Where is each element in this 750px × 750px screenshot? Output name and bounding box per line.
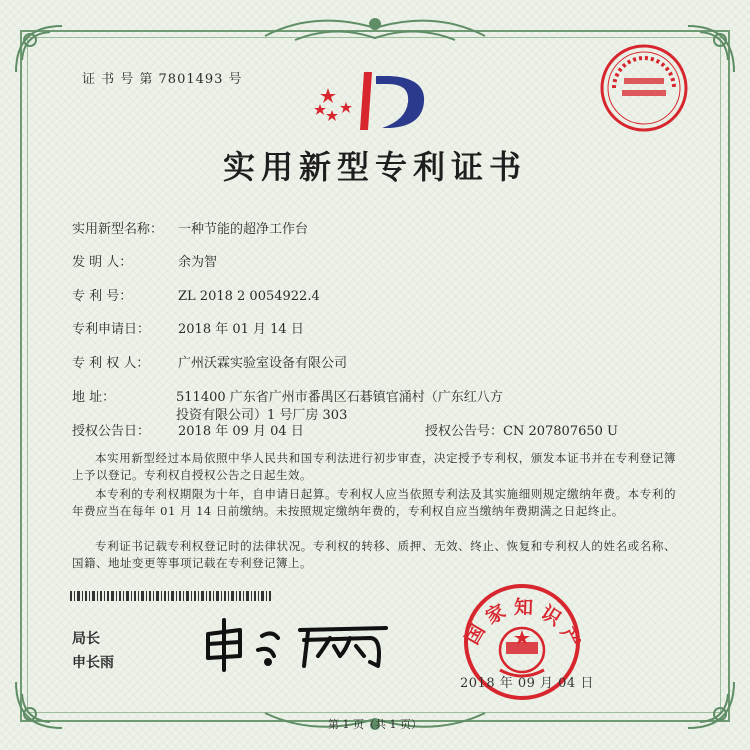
field-label: 专 利 权 人： (72, 356, 150, 371)
top-center-ornament-icon (255, 10, 495, 46)
grant-date-row (72, 423, 304, 441)
top-right-ornament-icon (682, 20, 740, 78)
grant-number: CN 207807650 U (503, 424, 618, 439)
certificate-title: 实用新型专利证书 (222, 148, 527, 186)
field-label: 地 址： (72, 390, 116, 405)
field-label: 实用新型名称： (72, 222, 164, 237)
patent-number-row (72, 288, 320, 306)
top-left-ornament-icon (10, 20, 68, 78)
barcode-icon (70, 586, 274, 596)
address-line: 投资有限公司）1 号厂房 303 (176, 408, 348, 423)
small-red-stamp-icon (598, 42, 690, 134)
paragraph: 本实用新型经过本局依照中华人民共和国专利法进行初步审查，决定授予专利权，颁发本证书并在专利登记簿上予以登记。专利权自授权公告之日起生效。 (72, 451, 676, 482)
handwritten-signature-icon (200, 616, 400, 672)
utility-model-name: 一种节能的超净工作台 (178, 222, 309, 237)
field-label: 授权公告号： (425, 424, 504, 439)
filing-date: 2018 年 01 月 14 日 (178, 322, 304, 337)
grant-number-row (425, 423, 618, 441)
svg-text:国 家 知 识 产 权 局: 国 家 知 识 产 (461, 596, 585, 651)
patentee-name: 广州沃霖实验室设备有限公司 (178, 356, 348, 371)
inner-border (27, 37, 721, 713)
address-line: 511400 广东省广州市番禺区石碁镇官涌村（广东红八方 (176, 390, 503, 405)
paragraph: 专利证书记载专利权登记时的法律状况。专利权的转移、质押、无效、终止、恢复和专利权人的姓名或名称、国籍、地址变更等事项记载在专利登记簿上。 (72, 539, 676, 570)
field-label: 专 利 号： (72, 289, 133, 304)
patent-number: ZL 2018 2 0054922.4 (178, 289, 320, 304)
filing-date-row (72, 321, 304, 339)
grant-date: 2018 年 09 月 04 日 (178, 424, 304, 439)
director-name: 申长雨 (72, 655, 114, 671)
address-row (72, 389, 178, 407)
sipo-logo-icon (306, 68, 436, 134)
director-title: 局长 (72, 631, 100, 647)
paragraph: 本专利的专利权期限为十年，自申请日起算。专利权人应当依照专利法及其实施细则规定缴纳年费。本专利的年费应当在每年 01 月 14 日前缴纳。未按照规定缴纳年费的，专利权自应当缴纳年费期满之日起终止。 (72, 487, 676, 518)
page-number: 第 1 页（共 1 页） (328, 718, 422, 731)
certificate-number: 证 书 号 第 7801493 号 (82, 72, 243, 87)
field-label: 专利申请日： (72, 322, 151, 337)
inventor-row (72, 254, 217, 272)
utility-model-name-row (72, 221, 308, 239)
seal-date: 2018 年 09 月 04 日 (460, 676, 594, 691)
field-label: 授权公告日： (72, 424, 151, 439)
patentee-row (72, 355, 347, 373)
field-label: 发 明 人： (72, 255, 133, 270)
inventor-name: 余为智 (178, 255, 218, 270)
address-value (176, 389, 576, 425)
